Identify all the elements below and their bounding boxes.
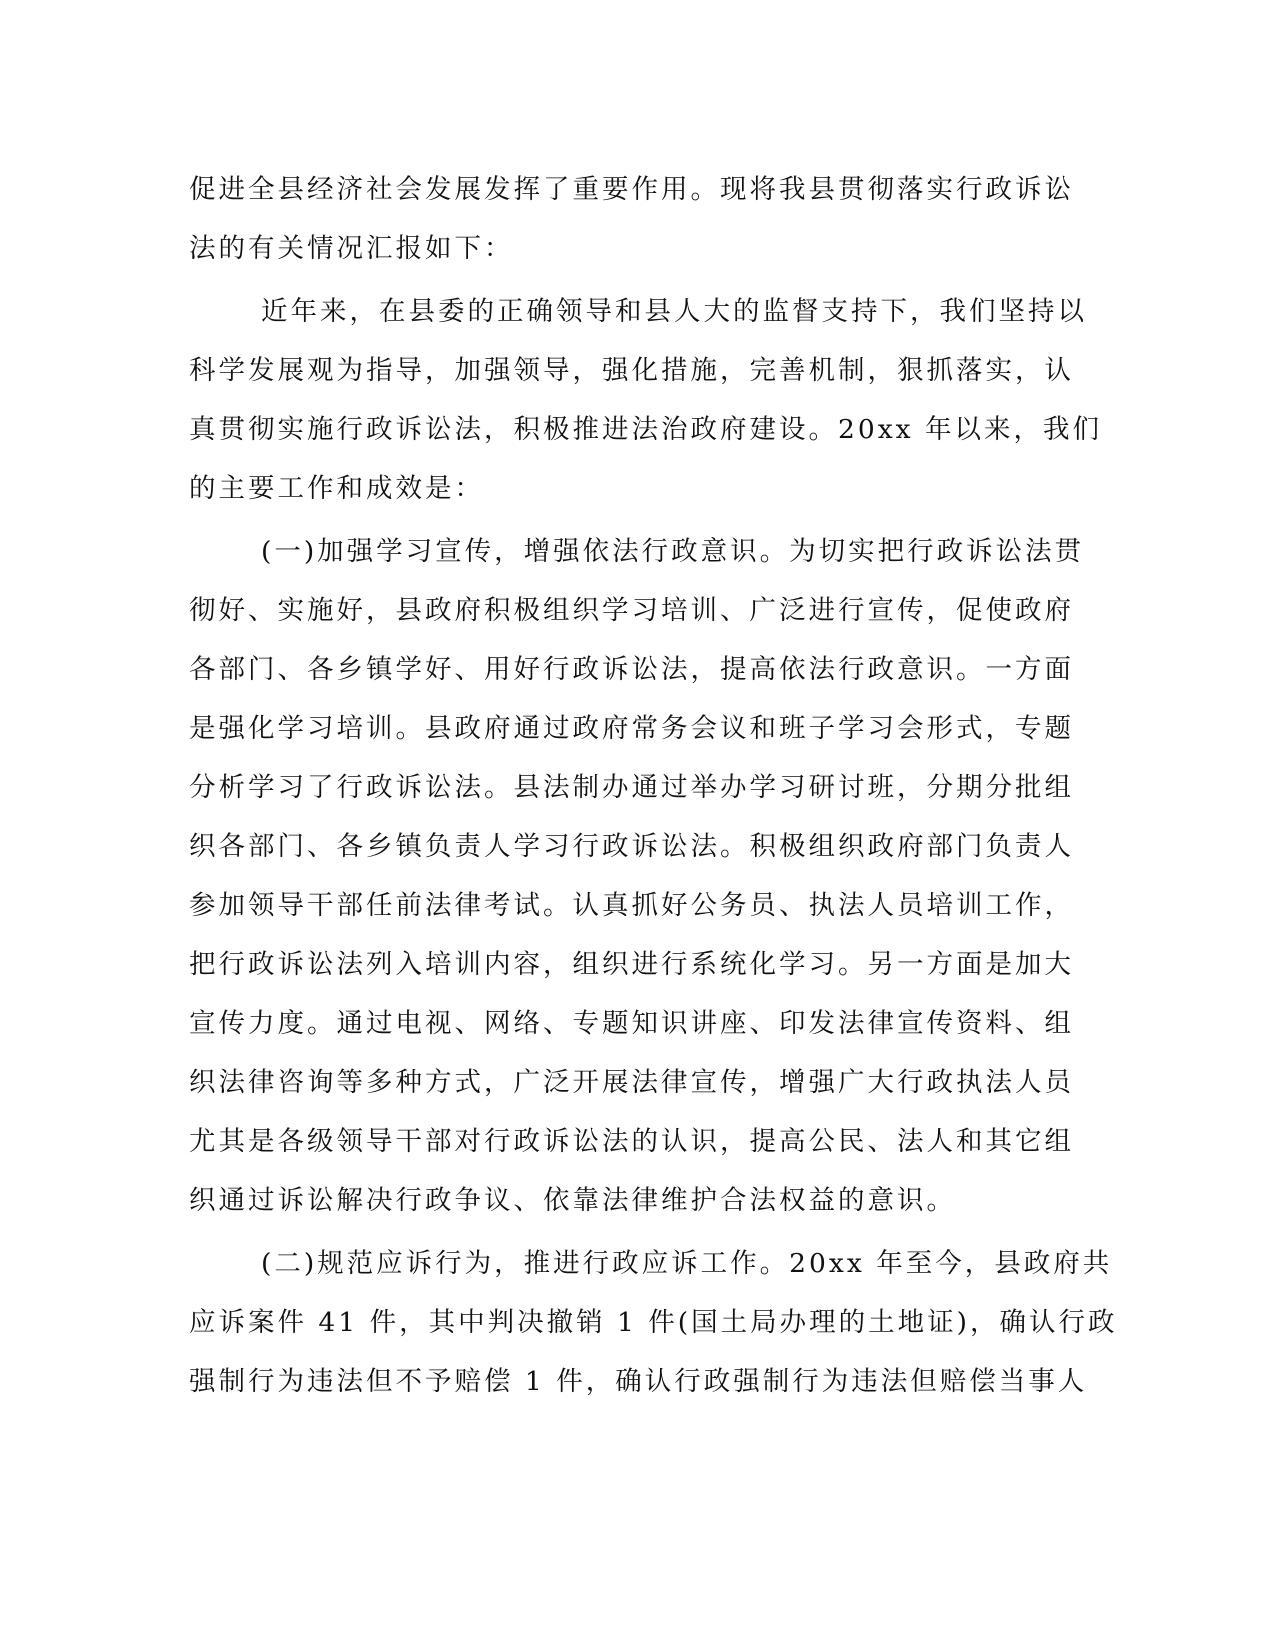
text-line: 促进全县经济社会发展发挥了重要作用。现将我县贯彻落实行政诉讼 [189,174,1074,205]
text-line: 宣传力度。通过电视、网络、专题知识讲座、印发法律宣传资料、组 [189,1008,1074,1039]
section-heading-line: (一)加强学习宣传，增强依法行政意识。为切实把行政诉讼法贯 [261,536,1085,567]
text-line: 是强化学习培训。县政府通过政府常务会议和班子学习会形式，专题 [189,713,1074,744]
text-line: 各部门、各乡镇学好、用好行政诉讼法，提高依法行政意识。一方面 [189,654,1074,685]
document-body [189,160,1118,1411]
text-line: 尤其是各级领导干部对行政诉讼法的认识，提高公民、法人和其它组 [189,1126,1074,1157]
text-line: 的主要工作和成效是： [189,473,484,504]
text-line: 应诉案件 41 件，其中判决撤销 1 件(国土局办理的土地证)，确认行政 [189,1307,1118,1338]
text-line: 彻好、实施好，县政府积极组织学习培训、广泛进行宣传，促使政府 [189,595,1074,626]
text-line: 织各部门、各乡镇负责人学习行政诉讼法。积极组织政府部门负责人 [189,831,1074,862]
text-line: 把行政诉讼法列入培训内容，组织进行系统化学习。另一方面是加大 [189,949,1074,980]
text-line: 织法律咨询等多种方式，广泛开展法律宣传，增强广大行政执法人员 [189,1067,1074,1098]
paragraph-start-line: 近年来，在县委的正确领导和县人大的监督支持下，我们坚持以 [261,296,1087,327]
text-line: 分析学习了行政诉讼法。县法制办通过举办学习研讨班，分期分批组 [189,772,1074,803]
text-line: 参加领导干部任前法律考试。认真抓好公务员、执法人员培训工作， [189,890,1074,921]
text-line: 织通过诉讼解决行政争议、依靠法律维护合法权益的意识。 [189,1185,956,1216]
text-line: 强制行为违法但不予赔偿 1 件，确认行政强制行为违法但赔偿当事人 [189,1366,1088,1397]
text-line: 科学发展观为指导，加强领导，强化措施，完善机制，狠抓落实，认 [189,355,1074,386]
text-line: 真贯彻实施行政诉讼法，积极推进法治政府建设。20xx 年以来，我们 [189,414,1103,445]
text-line: 法的有关情况汇报如下： [189,233,514,264]
section-heading-line: (二)规范应诉行为，推进行政应诉工作。20xx 年至今，县政府共 [261,1248,1113,1279]
